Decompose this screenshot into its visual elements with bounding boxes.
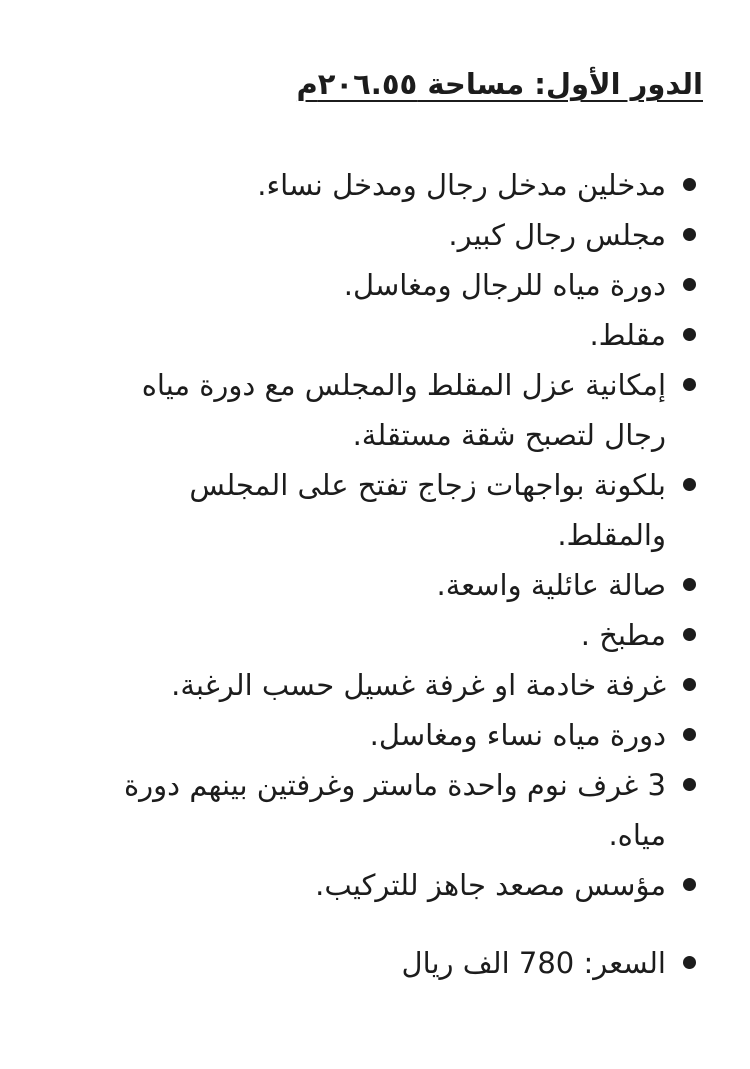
list-item: مقلط.	[76, 310, 666, 360]
list-item: إمكانية عزل المقلط والمجلس مع دورة مياه رجال لتصبح شقة مستقلة.	[76, 360, 666, 460]
list-item: 3 غرف نوم واحدة ماستر وغرفتين بينهم دورة مياه.	[76, 760, 666, 860]
list-item: مطبخ .	[76, 610, 666, 660]
list-item: دورة مياه للرجال ومغاسل.	[76, 260, 666, 310]
list-item: مدخلين مدخل رجال ومدخل نساء.	[76, 160, 666, 210]
list-item: صالة عائلية واسعة.	[76, 560, 666, 610]
list-item: دورة مياه نساء ومغاسل.	[76, 710, 666, 760]
list-item: مؤسس مصعد جاهز للتركيب.	[76, 860, 666, 910]
list-item: بلكونة بواجهات زجاج تفتح على المجلس والمقلط.	[76, 460, 666, 560]
price-list	[402, 938, 666, 988]
floor-heading: الدور الأول: مساحة ٢٠٦.٥٥م	[296, 67, 703, 101]
list-item: غرفة خادمة او غرفة غسيل حسب الرغبة.	[76, 660, 666, 710]
price-item: السعر: 780 الف ريال	[402, 938, 666, 988]
features-list	[76, 160, 666, 910]
list-item: مجلس رجال كبير.	[76, 210, 666, 260]
